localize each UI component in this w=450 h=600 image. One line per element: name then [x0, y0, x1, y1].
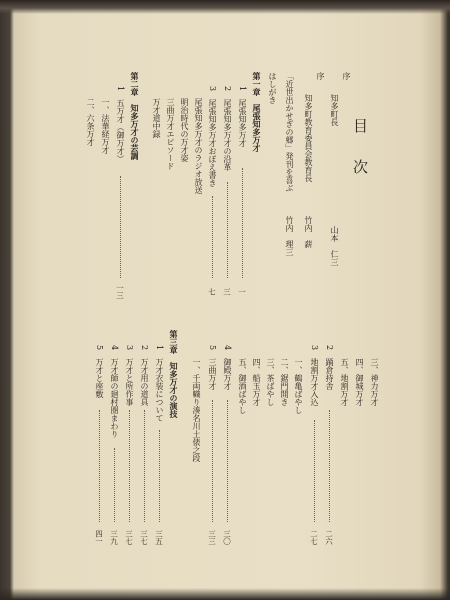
toc-leader [144, 410, 145, 522]
toc-item-3-1: 1 万才衣装について [155, 345, 164, 423]
toc-page-2-1: 一三 [115, 284, 125, 299]
toc-leader [329, 410, 330, 522]
toc-page-3-4: 三九 [109, 530, 119, 545]
toc-item-2-3a: 一、鶴亀ばやし [294, 358, 303, 414]
toc-leader [242, 168, 243, 278]
toc-preface-1-author-title: 知多町長 [330, 94, 339, 126]
toc-item-1-3b: 明治時代の万才姿 [180, 98, 189, 162]
toc-item-2-1d: 四、御城万才 [355, 358, 364, 406]
toc-leader [212, 196, 213, 278]
toc-leader [99, 410, 100, 522]
toc-page-2-4: 三〇 [222, 530, 232, 545]
toc-item-3-5: 5 万才と座敷 [95, 345, 104, 399]
toc-preface-2-author-title: 知多町教育委員会教育長 [304, 94, 313, 182]
toc-item-2-3b: 二、鋸門開き [280, 358, 289, 406]
toc-item-3-3: 3 万才と所作事 [125, 345, 134, 407]
toc-item-2-1e: 五、地割万才 [340, 358, 349, 406]
toc-page-1-2: 三 [222, 288, 232, 296]
toc-item-2-1a: 一、法華経万才 [101, 98, 110, 154]
toc-item-2-5a: 一、千両幟り湊名川土俵之段 [192, 358, 201, 462]
page-top-shadow [0, 0, 450, 14]
toc-page-3-2: 三七 [139, 530, 149, 545]
toc-preface-2: 序 [316, 72, 325, 80]
toc-item-1-1: 1 尾張知多万才 [238, 86, 247, 148]
toc-item-3-4: 4 万才師の廻村圏まわり [110, 345, 119, 439]
toc-item-1-2: 2 尾張知多万才の沿革 [223, 86, 232, 172]
toc-leader [314, 420, 315, 522]
toc-page-3-5: 四一 [94, 530, 104, 545]
toc-page-2-3: 二七 [309, 530, 319, 545]
toc-hashigaki: はしがき [268, 72, 277, 104]
toc-chapter-2: 第二章 知多万才の芸調 [130, 72, 140, 160]
toc-preface-1-author: 山本 仁三 [330, 226, 339, 266]
toc-leader [227, 400, 228, 522]
toc-leader [159, 430, 160, 522]
toc-item-2-3e: 五、御酒ばやし [238, 358, 247, 414]
toc-item-3-2: 2 万才用の道具 [140, 345, 149, 407]
toc-item-2-5: 5 三曲万才 [208, 345, 217, 391]
toc-leader [114, 448, 115, 522]
toc-page-3-1: 三五 [154, 530, 164, 545]
toc-item-1-3a: 尾張知多万才のラジオ放送 [194, 98, 203, 194]
toc-page-2-5: 三三 [207, 530, 217, 545]
toc-chapter-3: 第三章 知多万才の演技 [169, 330, 179, 418]
toc-preface-2-author: 竹内 薪 [304, 216, 313, 248]
toc-item-1-3: 3 尾張知多万才おぼえ書き [208, 86, 217, 188]
toc-item-1-3c: 三曲万才エピソード [166, 98, 175, 170]
toc-item-2-1: 1 五万才（御万才） [116, 86, 125, 164]
toc-item-2-2: 2 踊倉持舎 [325, 345, 334, 391]
toc-foreword: 「近世出かせぎの郷」発刊を喜ぶ [285, 72, 294, 192]
toc-preface-1: 序 [342, 72, 351, 80]
toc-page-1-3: 七 [207, 288, 217, 296]
toc-leader [227, 182, 228, 278]
toc-page-3-3: 三七 [124, 530, 134, 545]
toc-item-2-1c: 三、神力万才 [370, 358, 379, 406]
toc-item-2-3: 3 地割万才入込 [310, 345, 319, 407]
toc-leader [120, 176, 121, 278]
toc-leader [129, 410, 130, 522]
page-bottom-shadow [0, 588, 450, 600]
toc-item-2-3c: 三、茶ばやし [266, 358, 275, 406]
toc-foreword-author: 竹内 理三 [285, 216, 294, 256]
toc-item-1-3d: 万才道中録 [152, 98, 161, 138]
toc-page-2-2: 二六 [324, 530, 334, 545]
toc-item-2-4: 4 御殿万才 [223, 345, 232, 391]
toc-item-2-3d: 四、船玉万才 [252, 358, 261, 406]
toc-leader [212, 400, 213, 522]
page-title: 目次 [351, 118, 369, 200]
toc-page-1-1: 一 [237, 288, 247, 296]
toc-item-2-1b: 二、六条万才 [86, 98, 95, 146]
toc-chapter-1: 第一章 尾張知多万才 [252, 72, 262, 152]
